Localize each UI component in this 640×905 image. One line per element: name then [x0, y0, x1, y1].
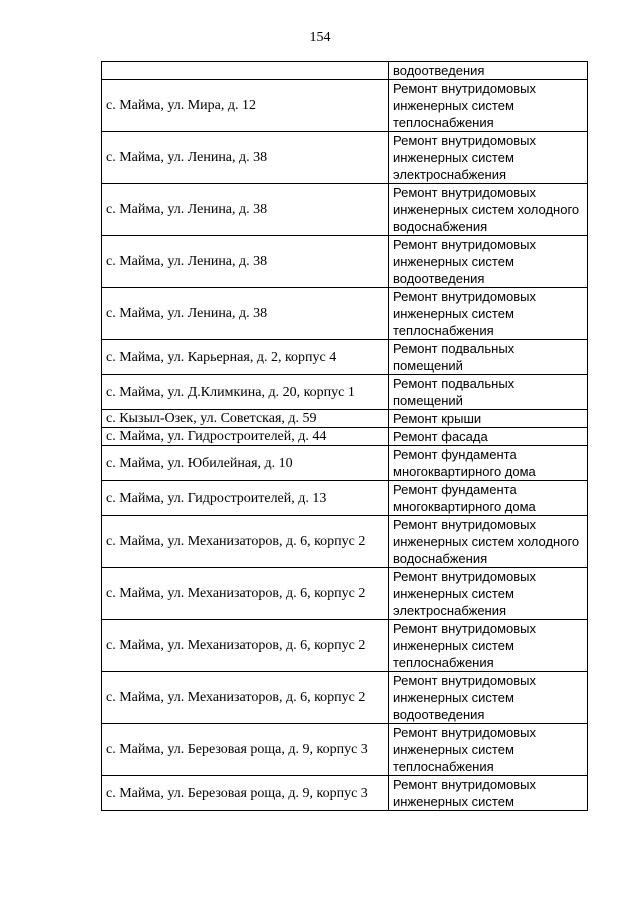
work-type-cell: Ремонт внутридомовых инженерных систем холодного водоснабжения — [389, 516, 588, 568]
table-row — [102, 446, 588, 481]
address-cell: с. Майма, ул. Мира, д. 12 — [102, 80, 389, 132]
address-cell: с. Майма, ул. Механизаторов, д. 6, корпус 2 — [102, 568, 389, 620]
table-row — [102, 620, 588, 672]
address-cell: с. Майма, ул. Ленина, д. 38 — [102, 236, 389, 288]
address-cell: с. Майма, ул. Карьерная, д. 2, корпус 4 — [102, 340, 389, 375]
page-number: 154 — [309, 30, 331, 45]
address-cell — [102, 62, 389, 80]
table-row — [102, 80, 588, 132]
address-cell: с. Майма, ул. Березовая роща, д. 9, корпус 3 — [102, 776, 389, 811]
work-type-cell: Ремонт фасада — [389, 428, 588, 446]
table-row — [102, 288, 588, 340]
table-row — [102, 776, 588, 811]
address-cell: с. Майма, ул. Юбилейная, д. 10 — [102, 446, 389, 481]
address-cell: с. Майма, ул. Механизаторов, д. 6, корпус 2 — [102, 516, 389, 568]
work-type-cell: Ремонт крыши — [389, 410, 588, 428]
address-cell: с. Майма, ул. Д.Климкина, д. 20, корпус 1 — [102, 375, 389, 410]
work-type-cell: Ремонт внутридомовых инженерных систем электроснабжения — [389, 568, 588, 620]
work-type-cell: Ремонт фундамента многоквартирного дома — [389, 481, 588, 516]
address-cell: с. Майма, ул. Березовая роща, д. 9, корпус 3 — [102, 724, 389, 776]
work-type-cell: Ремонт внутридомовых инженерных систем — [389, 776, 588, 811]
table-row — [102, 184, 588, 236]
works-table — [101, 61, 588, 811]
address-cell: с. Кызыл-Озек, ул. Советская, д. 59 — [102, 410, 389, 428]
work-type-cell: Ремонт подвальных помещений — [389, 340, 588, 375]
table-row — [102, 132, 588, 184]
table-row — [102, 428, 588, 446]
table-row — [102, 516, 588, 568]
work-type-cell: Ремонт внутридомовых инженерных систем электроснабжения — [389, 132, 588, 184]
work-type-cell: Ремонт внутридомовых инженерных систем теплоснабжения — [389, 80, 588, 132]
work-type-cell: Ремонт фундамента многоквартирного дома — [389, 446, 588, 481]
address-cell: с. Майма, ул. Гидростроителей, д. 44 — [102, 428, 389, 446]
address-cell: с. Майма, ул. Ленина, д. 38 — [102, 132, 389, 184]
table-row — [102, 236, 588, 288]
table-row — [102, 410, 588, 428]
work-type-cell: Ремонт внутридомовых инженерных систем водоотведения — [389, 672, 588, 724]
work-type-cell: Ремонт внутридомовых инженерных систем теплоснабжения — [389, 724, 588, 776]
table-row — [102, 568, 588, 620]
table-row — [102, 375, 588, 410]
work-type-cell: Ремонт внутридомовых инженерных систем теплоснабжения — [389, 620, 588, 672]
table-row — [102, 672, 588, 724]
address-cell: с. Майма, ул. Механизаторов, д. 6, корпус 2 — [102, 620, 389, 672]
address-cell: с. Майма, ул. Гидростроителей, д. 13 — [102, 481, 389, 516]
table-row — [102, 62, 588, 80]
address-cell: с. Майма, ул. Механизаторов, д. 6, корпус 2 — [102, 672, 389, 724]
work-type-cell: Ремонт подвальных помещений — [389, 375, 588, 410]
table-row — [102, 481, 588, 516]
work-type-cell: Ремонт внутридомовых инженерных систем теплоснабжения — [389, 288, 588, 340]
address-cell: с. Майма, ул. Ленина, д. 38 — [102, 288, 389, 340]
work-type-cell: водоотведения — [389, 62, 588, 80]
table-row — [102, 340, 588, 375]
work-type-cell: Ремонт внутридомовых инженерных систем водоотведения — [389, 236, 588, 288]
work-type-cell: Ремонт внутридомовых инженерных систем холодного водоснабжения — [389, 184, 588, 236]
address-cell: с. Майма, ул. Ленина, д. 38 — [102, 184, 389, 236]
table-row — [102, 724, 588, 776]
